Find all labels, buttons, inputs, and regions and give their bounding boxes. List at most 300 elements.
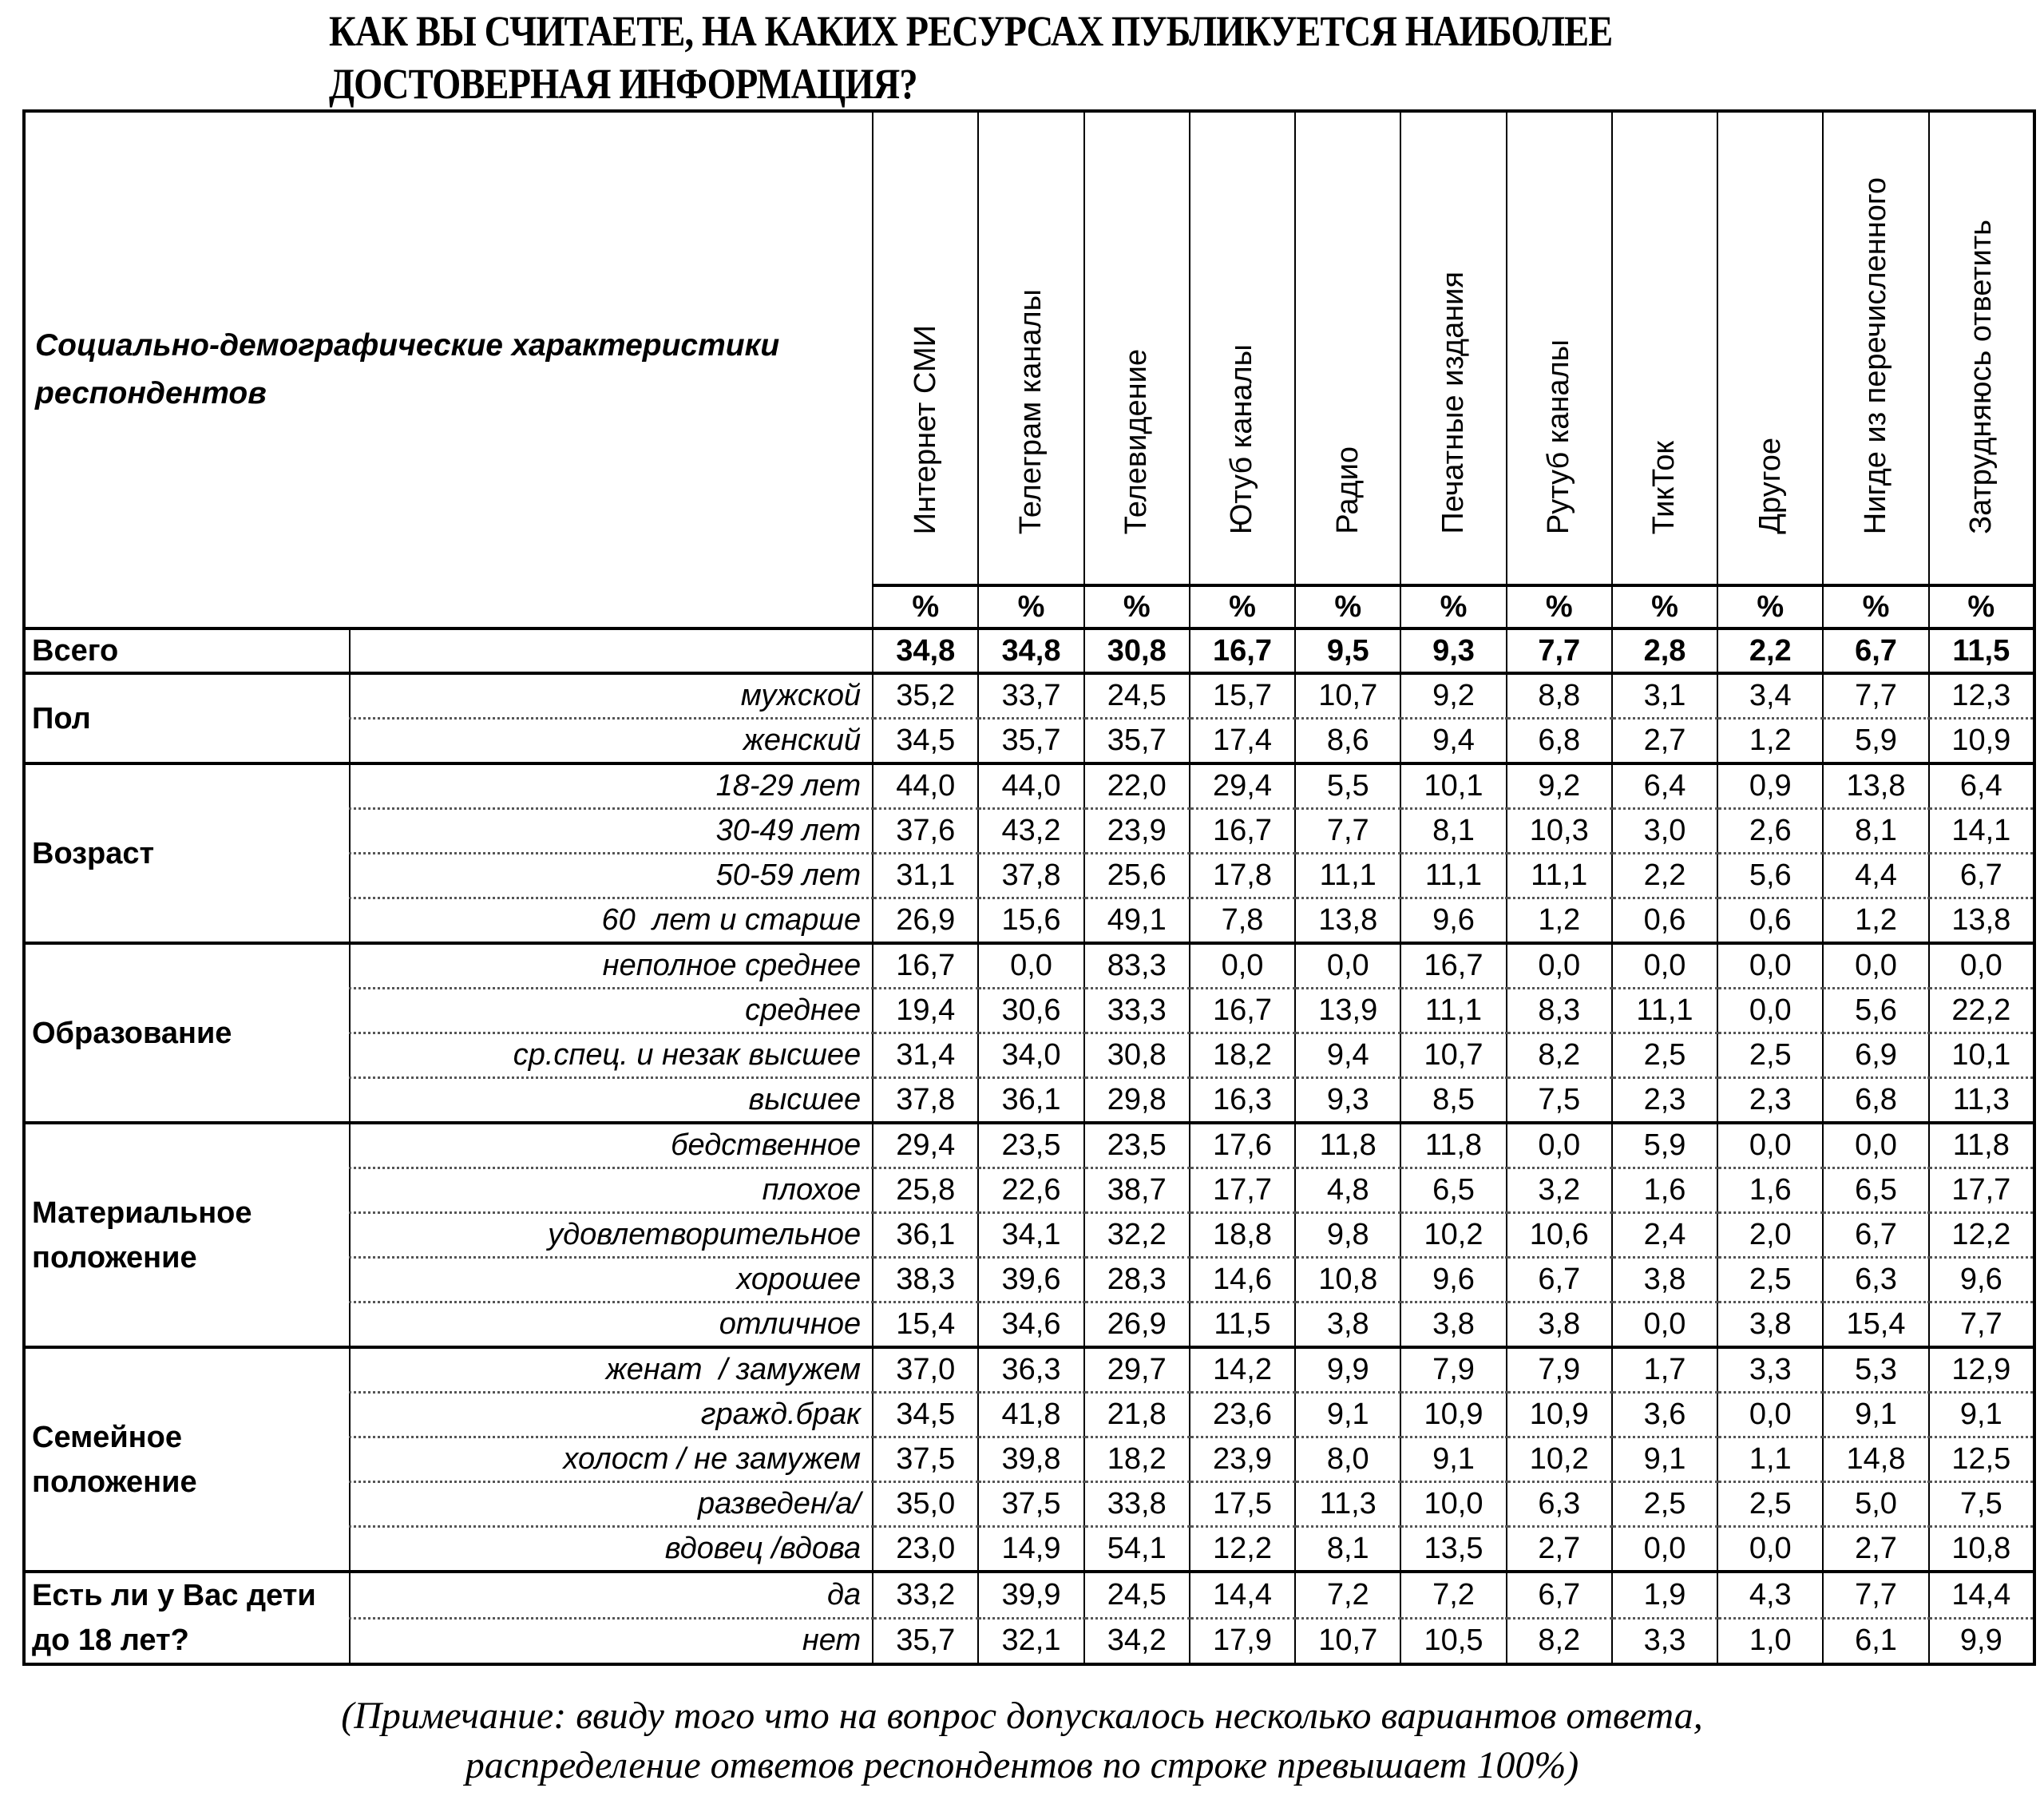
value-cell: 14,6 bbox=[1190, 1258, 1295, 1302]
value-cell: 36,3 bbox=[978, 1347, 1083, 1393]
value-cell: 15,7 bbox=[1190, 673, 1295, 719]
table-row bbox=[24, 673, 2034, 719]
value-cell: 2,4 bbox=[1612, 1213, 1717, 1258]
value-cell: 1,1 bbox=[1717, 1437, 1823, 1482]
value-cell: 2,6 bbox=[1717, 809, 1823, 854]
unit-cell: % bbox=[1717, 585, 1823, 628]
value-cell: 5,6 bbox=[1717, 854, 1823, 898]
value-cell: 6,7 bbox=[1929, 854, 2034, 898]
value-cell: 28,3 bbox=[1084, 1258, 1190, 1302]
table-row bbox=[24, 1123, 2034, 1168]
footnote-line-2: распределение ответов респондентов по строке превышает 100%) bbox=[465, 1744, 1579, 1786]
value-cell: 0,0 bbox=[1717, 1123, 1823, 1168]
value-cell: 0,6 bbox=[1717, 898, 1823, 944]
unit-cell: % bbox=[1507, 585, 1612, 628]
footnote bbox=[0, 1691, 2044, 1790]
value-cell: 23,5 bbox=[1084, 1123, 1190, 1168]
total-value-cell: 7,7 bbox=[1507, 628, 1612, 673]
value-cell: 3,0 bbox=[1612, 809, 1717, 854]
column-header bbox=[1295, 111, 1400, 585]
column-header-label: Ютуб каналы bbox=[1225, 343, 1259, 534]
value-cell: 3,3 bbox=[1612, 1618, 1717, 1664]
value-cell: 17,6 bbox=[1190, 1123, 1295, 1168]
value-cell: 6,5 bbox=[1823, 1168, 1928, 1213]
total-value-cell: 30,8 bbox=[1084, 628, 1190, 673]
value-cell: 8,5 bbox=[1400, 1078, 1506, 1124]
value-cell: 35,0 bbox=[873, 1482, 978, 1527]
value-cell: 10,1 bbox=[1929, 1033, 2034, 1078]
value-cell: 6,7 bbox=[1507, 1572, 1612, 1618]
value-cell: 29,4 bbox=[873, 1123, 978, 1168]
value-cell: 8,0 bbox=[1295, 1437, 1400, 1482]
total-value-cell: 9,5 bbox=[1295, 628, 1400, 673]
row-label: ср.спец. и незак высшее bbox=[350, 1033, 873, 1078]
value-cell: 38,3 bbox=[873, 1258, 978, 1302]
value-cell: 7,5 bbox=[1507, 1078, 1612, 1124]
value-cell: 1,2 bbox=[1823, 898, 1928, 944]
value-cell: 7,7 bbox=[1295, 809, 1400, 854]
value-cell: 2,5 bbox=[1717, 1033, 1823, 1078]
value-cell: 7,7 bbox=[1929, 1302, 2034, 1348]
unit-cell: % bbox=[1295, 585, 1400, 628]
value-cell: 6,4 bbox=[1929, 763, 2034, 809]
value-cell: 9,1 bbox=[1295, 1393, 1400, 1437]
total-value-cell: 9,3 bbox=[1400, 628, 1506, 673]
value-cell: 2,5 bbox=[1612, 1482, 1717, 1527]
column-header bbox=[1717, 111, 1823, 585]
value-cell: 37,8 bbox=[978, 854, 1083, 898]
value-cell: 10,7 bbox=[1295, 1618, 1400, 1664]
value-cell: 24,5 bbox=[1084, 1572, 1190, 1618]
row-label: 18-29 лет bbox=[350, 763, 873, 809]
value-cell: 13,8 bbox=[1823, 763, 1928, 809]
row-label: гражд.брак bbox=[350, 1393, 873, 1437]
value-cell: 11,1 bbox=[1400, 854, 1506, 898]
value-cell: 9,6 bbox=[1400, 898, 1506, 944]
value-cell: 3,1 bbox=[1612, 673, 1717, 719]
value-cell: 9,9 bbox=[1295, 1347, 1400, 1393]
value-cell: 11,1 bbox=[1400, 989, 1506, 1033]
value-cell: 10,9 bbox=[1400, 1393, 1506, 1437]
value-cell: 7,9 bbox=[1507, 1347, 1612, 1393]
value-cell: 17,7 bbox=[1190, 1168, 1295, 1213]
value-cell: 5,3 bbox=[1823, 1347, 1928, 1393]
value-cell: 9,1 bbox=[1612, 1437, 1717, 1482]
column-header bbox=[1507, 111, 1612, 585]
value-cell: 10,7 bbox=[1400, 1033, 1506, 1078]
group-label: Материальное положение bbox=[24, 1123, 350, 1347]
value-cell: 7,2 bbox=[1295, 1572, 1400, 1618]
value-cell: 3,8 bbox=[1507, 1302, 1612, 1348]
value-cell: 29,7 bbox=[1084, 1347, 1190, 1393]
table-row bbox=[24, 943, 2034, 989]
group-label: Возраст bbox=[24, 763, 350, 943]
value-cell: 0,9 bbox=[1717, 763, 1823, 809]
value-cell: 14,9 bbox=[978, 1527, 1083, 1572]
value-cell: 9,2 bbox=[1507, 763, 1612, 809]
value-cell: 11,8 bbox=[1400, 1123, 1506, 1168]
total-value-cell: 2,2 bbox=[1717, 628, 1823, 673]
value-cell: 2,2 bbox=[1612, 854, 1717, 898]
table-row bbox=[24, 1347, 2034, 1393]
group-label: Есть ли у Вас дети до 18 лет? bbox=[24, 1572, 350, 1664]
value-cell: 6,8 bbox=[1823, 1078, 1928, 1124]
value-cell: 6,5 bbox=[1400, 1168, 1506, 1213]
value-cell: 3,3 bbox=[1717, 1347, 1823, 1393]
value-cell: 16,3 bbox=[1190, 1078, 1295, 1124]
column-header-label: Печатные издания bbox=[1436, 272, 1470, 534]
value-cell: 14,4 bbox=[1190, 1572, 1295, 1618]
value-cell: 2,3 bbox=[1717, 1078, 1823, 1124]
value-cell: 10,8 bbox=[1295, 1258, 1400, 1302]
value-cell: 35,7 bbox=[873, 1618, 978, 1664]
unit-cell: % bbox=[1400, 585, 1506, 628]
value-cell: 34,6 bbox=[978, 1302, 1083, 1348]
value-cell: 0,0 bbox=[1507, 943, 1612, 989]
row-label: женский bbox=[350, 719, 873, 764]
row-label: высшее bbox=[350, 1078, 873, 1124]
value-cell: 25,8 bbox=[873, 1168, 978, 1213]
value-cell: 0,0 bbox=[978, 943, 1083, 989]
column-header-label: Затрудняюсь ответить bbox=[1963, 220, 1998, 534]
value-cell: 2,0 bbox=[1717, 1213, 1823, 1258]
value-cell: 1,2 bbox=[1507, 898, 1612, 944]
row-label: вдовец /вдова bbox=[350, 1527, 873, 1572]
value-cell: 10,0 bbox=[1400, 1482, 1506, 1527]
value-cell: 2,5 bbox=[1717, 1258, 1823, 1302]
row-label: отличное bbox=[350, 1302, 873, 1348]
value-cell: 0,6 bbox=[1612, 898, 1717, 944]
value-cell: 0,0 bbox=[1612, 1302, 1717, 1348]
value-cell: 0,0 bbox=[1295, 943, 1400, 989]
value-cell: 1,9 bbox=[1612, 1572, 1717, 1618]
row-label: да bbox=[350, 1572, 873, 1618]
value-cell: 12,2 bbox=[1190, 1527, 1295, 1572]
value-cell: 83,3 bbox=[1084, 943, 1190, 989]
value-cell: 16,7 bbox=[1190, 989, 1295, 1033]
value-cell: 49,1 bbox=[1084, 898, 1190, 944]
row-header-label: Социально-демографические характеристики респондентов bbox=[24, 111, 873, 628]
value-cell: 6,7 bbox=[1507, 1258, 1612, 1302]
column-header-label: Телевидение bbox=[1119, 348, 1154, 534]
column-header-label: ТикТок bbox=[1647, 440, 1682, 534]
value-cell: 12,9 bbox=[1929, 1347, 2034, 1393]
row-label: женат / замужем bbox=[350, 1347, 873, 1393]
row-label: удовлетворительное bbox=[350, 1213, 873, 1258]
column-header-label: Телеграм каналы bbox=[1013, 288, 1048, 534]
value-cell: 6,4 bbox=[1612, 763, 1717, 809]
value-cell: 35,7 bbox=[1084, 719, 1190, 764]
value-cell: 26,9 bbox=[873, 898, 978, 944]
value-cell: 11,1 bbox=[1612, 989, 1717, 1033]
value-cell: 23,6 bbox=[1190, 1393, 1295, 1437]
row-label: хорошее bbox=[350, 1258, 873, 1302]
total-value-cell: 11,5 bbox=[1929, 628, 2034, 673]
value-cell: 6,9 bbox=[1823, 1033, 1928, 1078]
value-cell: 10,5 bbox=[1400, 1618, 1506, 1664]
value-cell: 17,8 bbox=[1190, 854, 1295, 898]
value-cell: 0,0 bbox=[1717, 989, 1823, 1033]
value-cell: 38,7 bbox=[1084, 1168, 1190, 1213]
value-cell: 34,5 bbox=[873, 1393, 978, 1437]
column-header-label: Интернет СМИ bbox=[908, 324, 942, 534]
value-cell: 3,8 bbox=[1400, 1302, 1506, 1348]
value-cell: 34,5 bbox=[873, 719, 978, 764]
row-label: разведен/а/ bbox=[350, 1482, 873, 1527]
value-cell: 36,1 bbox=[873, 1213, 978, 1258]
page-title bbox=[329, 5, 1785, 110]
unit-cell: % bbox=[1823, 585, 1928, 628]
column-header bbox=[1823, 111, 1928, 585]
value-cell: 34,2 bbox=[1084, 1618, 1190, 1664]
value-cell: 7,2 bbox=[1400, 1572, 1506, 1618]
value-cell: 0,0 bbox=[1612, 1527, 1717, 1572]
group-label: Пол bbox=[24, 673, 350, 763]
value-cell: 15,4 bbox=[873, 1302, 978, 1348]
value-cell: 33,8 bbox=[1084, 1482, 1190, 1527]
value-cell: 6,3 bbox=[1823, 1258, 1928, 1302]
value-cell: 0,0 bbox=[1612, 943, 1717, 989]
column-header bbox=[1612, 111, 1717, 585]
survey-table bbox=[22, 109, 2036, 1666]
value-cell: 8,1 bbox=[1295, 1527, 1400, 1572]
value-cell: 6,8 bbox=[1507, 719, 1612, 764]
column-header-label: Радио bbox=[1330, 446, 1365, 534]
value-cell: 17,7 bbox=[1929, 1168, 2034, 1213]
unit-cell: % bbox=[1190, 585, 1295, 628]
value-cell: 8,6 bbox=[1295, 719, 1400, 764]
value-cell: 10,9 bbox=[1507, 1393, 1612, 1437]
value-cell: 5,5 bbox=[1295, 763, 1400, 809]
value-cell: 0,0 bbox=[1507, 1123, 1612, 1168]
value-cell: 11,1 bbox=[1507, 854, 1612, 898]
value-cell: 37,5 bbox=[873, 1437, 978, 1482]
total-sub-label bbox=[350, 628, 873, 673]
value-cell: 0,0 bbox=[1717, 1527, 1823, 1572]
total-value-cell: 34,8 bbox=[978, 628, 1083, 673]
value-cell: 37,0 bbox=[873, 1347, 978, 1393]
value-cell: 29,4 bbox=[1190, 763, 1295, 809]
value-cell: 6,3 bbox=[1507, 1482, 1612, 1527]
value-cell: 4,8 bbox=[1295, 1168, 1400, 1213]
value-cell: 9,9 bbox=[1929, 1618, 2034, 1664]
value-cell: 10,9 bbox=[1929, 719, 2034, 764]
group-label: Семейное положение bbox=[24, 1347, 350, 1572]
column-header bbox=[1084, 111, 1190, 585]
value-cell: 5,9 bbox=[1612, 1123, 1717, 1168]
value-cell: 14,4 bbox=[1929, 1572, 2034, 1618]
unit-cell: % bbox=[873, 585, 978, 628]
total-label: Всего bbox=[24, 628, 350, 673]
value-cell: 17,5 bbox=[1190, 1482, 1295, 1527]
row-label: бедственное bbox=[350, 1123, 873, 1168]
value-cell: 7,9 bbox=[1400, 1347, 1506, 1393]
row-label: нет bbox=[350, 1618, 873, 1664]
value-cell: 14,1 bbox=[1929, 809, 2034, 854]
value-cell: 37,6 bbox=[873, 809, 978, 854]
value-cell: 33,7 bbox=[978, 673, 1083, 719]
value-cell: 9,8 bbox=[1295, 1213, 1400, 1258]
value-cell: 9,1 bbox=[1400, 1437, 1506, 1482]
value-cell: 4,3 bbox=[1717, 1572, 1823, 1618]
unit-cell: % bbox=[978, 585, 1083, 628]
value-cell: 9,3 bbox=[1295, 1078, 1400, 1124]
value-cell: 13,8 bbox=[1929, 898, 2034, 944]
value-cell: 54,1 bbox=[1084, 1527, 1190, 1572]
value-cell: 16,7 bbox=[873, 943, 978, 989]
value-cell: 23,9 bbox=[1190, 1437, 1295, 1482]
value-cell: 31,1 bbox=[873, 854, 978, 898]
value-cell: 18,2 bbox=[1084, 1437, 1190, 1482]
value-cell: 1,6 bbox=[1612, 1168, 1717, 1213]
total-value-cell: 2,8 bbox=[1612, 628, 1717, 673]
value-cell: 37,8 bbox=[873, 1078, 978, 1124]
value-cell: 11,5 bbox=[1190, 1302, 1295, 1348]
value-cell: 1,7 bbox=[1612, 1347, 1717, 1393]
value-cell: 0,0 bbox=[1190, 943, 1295, 989]
value-cell: 1,6 bbox=[1717, 1168, 1823, 1213]
row-label: 30-49 лет bbox=[350, 809, 873, 854]
value-cell: 32,1 bbox=[978, 1618, 1083, 1664]
value-cell: 12,3 bbox=[1929, 673, 2034, 719]
column-header bbox=[1929, 111, 2034, 585]
value-cell: 3,8 bbox=[1295, 1302, 1400, 1348]
value-cell: 8,2 bbox=[1507, 1618, 1612, 1664]
value-cell: 18,2 bbox=[1190, 1033, 1295, 1078]
unit-cell: % bbox=[1084, 585, 1190, 628]
column-header bbox=[1190, 111, 1295, 585]
footnote-line-1: (Примечание: ввиду того что на вопрос допускалось несколько вариантов ответа, bbox=[341, 1695, 1703, 1737]
value-cell: 5,0 bbox=[1823, 1482, 1928, 1527]
value-cell: 26,9 bbox=[1084, 1302, 1190, 1348]
value-cell: 10,3 bbox=[1507, 809, 1612, 854]
row-label: плохое bbox=[350, 1168, 873, 1213]
value-cell: 17,4 bbox=[1190, 719, 1295, 764]
value-cell: 13,5 bbox=[1400, 1527, 1506, 1572]
value-cell: 3,8 bbox=[1717, 1302, 1823, 1348]
value-cell: 2,3 bbox=[1612, 1078, 1717, 1124]
total-value-cell: 6,7 bbox=[1823, 628, 1928, 673]
value-cell: 17,9 bbox=[1190, 1618, 1295, 1664]
value-cell: 11,8 bbox=[1929, 1123, 2034, 1168]
value-cell: 29,8 bbox=[1084, 1078, 1190, 1124]
value-cell: 12,5 bbox=[1929, 1437, 2034, 1482]
value-cell: 23,5 bbox=[978, 1123, 1083, 1168]
value-cell: 9,1 bbox=[1929, 1393, 2034, 1437]
value-cell: 36,1 bbox=[978, 1078, 1083, 1124]
value-cell: 15,4 bbox=[1823, 1302, 1928, 1348]
value-cell: 32,2 bbox=[1084, 1213, 1190, 1258]
value-cell: 39,6 bbox=[978, 1258, 1083, 1302]
value-cell: 43,2 bbox=[978, 809, 1083, 854]
value-cell: 0,0 bbox=[1929, 943, 2034, 989]
column-header bbox=[873, 111, 978, 585]
value-cell: 35,2 bbox=[873, 673, 978, 719]
table-row-total bbox=[24, 628, 2034, 673]
value-cell: 10,2 bbox=[1400, 1213, 1506, 1258]
value-cell: 9,2 bbox=[1400, 673, 1506, 719]
value-cell: 23,0 bbox=[873, 1527, 978, 1572]
row-label: 60 лет и старше bbox=[350, 898, 873, 944]
title-line-1: КАК ВЫ СЧИТАЕТЕ, НА КАКИХ РЕСУРСАХ ПУБЛИКУЕТСЯ НАИБОЛЕЕ bbox=[329, 7, 1613, 55]
column-header-label: Нигде из перечисленного bbox=[1858, 176, 1892, 534]
value-cell: 18,8 bbox=[1190, 1213, 1295, 1258]
value-cell: 39,8 bbox=[978, 1437, 1083, 1482]
unit-cell: % bbox=[1929, 585, 2034, 628]
row-label: холост / не замужем bbox=[350, 1437, 873, 1482]
value-cell: 9,1 bbox=[1823, 1393, 1928, 1437]
value-cell: 39,9 bbox=[978, 1572, 1083, 1618]
value-cell: 23,9 bbox=[1084, 809, 1190, 854]
value-cell: 10,1 bbox=[1400, 763, 1506, 809]
unit-cell: % bbox=[1612, 585, 1717, 628]
value-cell: 5,6 bbox=[1823, 989, 1928, 1033]
value-cell: 44,0 bbox=[978, 763, 1083, 809]
value-cell: 6,1 bbox=[1823, 1618, 1928, 1664]
value-cell: 25,6 bbox=[1084, 854, 1190, 898]
value-cell: 3,6 bbox=[1612, 1393, 1717, 1437]
value-cell: 30,8 bbox=[1084, 1033, 1190, 1078]
value-cell: 13,8 bbox=[1295, 898, 1400, 944]
value-cell: 10,2 bbox=[1507, 1437, 1612, 1482]
value-cell: 30,6 bbox=[978, 989, 1083, 1033]
value-cell: 9,4 bbox=[1295, 1033, 1400, 1078]
total-value-cell: 34,8 bbox=[873, 628, 978, 673]
value-cell: 8,1 bbox=[1823, 809, 1928, 854]
group-label: Образование bbox=[24, 943, 350, 1123]
value-cell: 7,7 bbox=[1823, 673, 1928, 719]
value-cell: 12,2 bbox=[1929, 1213, 2034, 1258]
value-cell: 10,8 bbox=[1929, 1527, 2034, 1572]
value-cell: 5,9 bbox=[1823, 719, 1928, 764]
value-cell: 9,6 bbox=[1400, 1258, 1506, 1302]
header-row bbox=[24, 111, 2034, 585]
value-cell: 1,2 bbox=[1717, 719, 1823, 764]
value-cell: 2,7 bbox=[1507, 1527, 1612, 1572]
value-cell: 9,6 bbox=[1929, 1258, 2034, 1302]
value-cell: 11,3 bbox=[1295, 1482, 1400, 1527]
value-cell: 4,4 bbox=[1823, 854, 1928, 898]
value-cell: 9,4 bbox=[1400, 719, 1506, 764]
value-cell: 0,0 bbox=[1717, 1393, 1823, 1437]
value-cell: 13,9 bbox=[1295, 989, 1400, 1033]
value-cell: 7,7 bbox=[1823, 1572, 1928, 1618]
value-cell: 0,0 bbox=[1717, 943, 1823, 989]
value-cell: 41,8 bbox=[978, 1393, 1083, 1437]
value-cell: 33,3 bbox=[1084, 989, 1190, 1033]
title-line-2: ДОСТОВЕРНАЯ ИНФОРМАЦИЯ? bbox=[329, 60, 917, 108]
value-cell: 2,7 bbox=[1823, 1527, 1928, 1572]
value-cell: 10,7 bbox=[1295, 673, 1400, 719]
total-value-cell: 16,7 bbox=[1190, 628, 1295, 673]
value-cell: 3,8 bbox=[1612, 1258, 1717, 1302]
column-header-label: Другое bbox=[1753, 438, 1787, 534]
value-cell: 8,1 bbox=[1400, 809, 1506, 854]
value-cell: 8,2 bbox=[1507, 1033, 1612, 1078]
value-cell: 24,5 bbox=[1084, 673, 1190, 719]
value-cell: 16,7 bbox=[1190, 809, 1295, 854]
value-cell: 0,0 bbox=[1823, 943, 1928, 989]
value-cell: 11,3 bbox=[1929, 1078, 2034, 1124]
value-cell: 11,8 bbox=[1295, 1123, 1400, 1168]
value-cell: 33,2 bbox=[873, 1572, 978, 1618]
value-cell: 3,4 bbox=[1717, 673, 1823, 719]
value-cell: 2,7 bbox=[1612, 719, 1717, 764]
value-cell: 10,6 bbox=[1507, 1213, 1612, 1258]
column-header bbox=[978, 111, 1083, 585]
value-cell: 16,7 bbox=[1400, 943, 1506, 989]
value-cell: 14,8 bbox=[1823, 1437, 1928, 1482]
